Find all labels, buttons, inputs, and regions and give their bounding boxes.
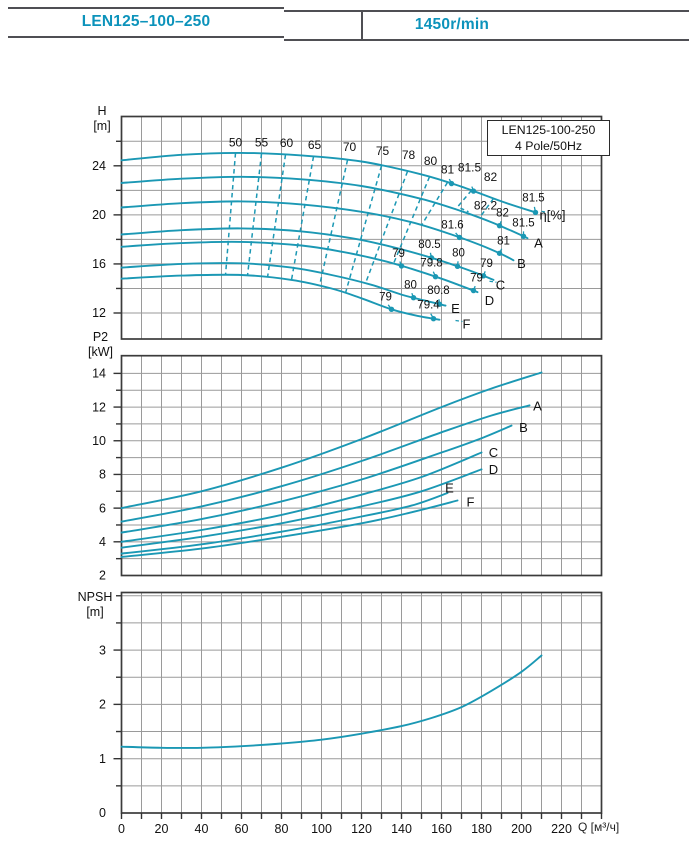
npsh-chart xyxy=(99,593,601,821)
x-tick-label: 0 xyxy=(118,822,125,836)
x-tick-label: 120 xyxy=(351,822,372,836)
y-tick-label: 12 xyxy=(92,400,106,415)
pump-speed: 1450r/min xyxy=(414,15,490,33)
efficiency-isoline-label: 70 xyxy=(342,139,357,154)
x-tick-label: 220 xyxy=(551,822,572,836)
efficiency-isoline-label: 82 xyxy=(483,169,498,184)
efficiency-isoline-label: 55 xyxy=(254,135,269,150)
efficiency-point-label: 79 xyxy=(480,257,493,270)
legend-model: LEN125-100-250 xyxy=(501,123,596,137)
efficiency-isoline-81.5 xyxy=(456,190,472,209)
head-axis-symbol: H xyxy=(97,104,107,118)
efficiency-point xyxy=(457,235,462,240)
efficiency-isoline-label: 65 xyxy=(307,137,322,152)
efficiency-isoline-65 xyxy=(292,157,314,280)
legend-box xyxy=(487,120,610,156)
efficiency-point-label: 79 xyxy=(470,272,483,285)
efficiency-isoline-label: 81 xyxy=(440,162,455,177)
efficiency-point xyxy=(433,274,438,279)
x-axis xyxy=(118,813,601,836)
efficiency-point-label: 79.4 xyxy=(417,299,440,312)
x-tick-label: 20 xyxy=(154,822,169,836)
efficiency-isoline-70 xyxy=(320,160,348,286)
curve-letter-E: E xyxy=(451,301,460,317)
curve-letter-D: D xyxy=(484,293,495,309)
efficiency-isoline-50 xyxy=(226,153,236,275)
curve-C xyxy=(122,228,494,280)
curve-letter-E: E xyxy=(445,480,454,496)
efficiency-point xyxy=(411,295,416,300)
curve-letter-A: A xyxy=(533,398,542,414)
x-tick-label: 180 xyxy=(471,822,492,836)
efficiency-point xyxy=(389,307,394,312)
curve-letter-B: B xyxy=(517,255,526,271)
bep-label: 82.2 xyxy=(473,198,498,213)
efficiency-point-label: 81.5 xyxy=(512,217,535,230)
x-tick-label: 200 xyxy=(511,822,532,836)
efficiency-point xyxy=(497,251,502,256)
efficiency-point xyxy=(533,210,538,215)
efficiency-isoline-label: 75 xyxy=(375,144,390,159)
efficiency-point xyxy=(471,188,476,193)
x-tick-label: 100 xyxy=(311,822,332,836)
y-tick-label: 0 xyxy=(99,806,106,821)
power-axis-symbol: P2 xyxy=(92,330,109,344)
efficiency-point xyxy=(431,316,436,321)
y-tick-label: 16 xyxy=(92,257,106,272)
efficiency-point xyxy=(455,264,460,269)
y-tick-label: 1 xyxy=(99,751,106,766)
power-chart xyxy=(92,356,601,583)
y-tick-label: 3 xyxy=(99,643,106,658)
y-tick-label: 24 xyxy=(92,159,106,174)
y-tick-label: 20 xyxy=(92,208,106,223)
efficiency-point-label: 80.8 xyxy=(427,285,450,298)
efficiency-point xyxy=(497,223,502,228)
curve-letter-F: F xyxy=(462,316,471,332)
y-tick-label: 2 xyxy=(99,568,106,583)
head-axis-unit: [m] xyxy=(93,119,111,133)
flow-axis-title: Q [м³/ч] xyxy=(578,820,620,834)
efficiency-point-label: 79.8 xyxy=(420,257,443,270)
efficiency-isoline-60 xyxy=(268,155,286,278)
efficiency-point xyxy=(521,234,526,239)
curve-top xyxy=(122,656,542,748)
curve-letter-D: D xyxy=(488,461,499,477)
curve-letter-η[%]: η[%] xyxy=(539,207,566,223)
head-axis-title xyxy=(76,104,128,134)
power-axis-unit: [kW] xyxy=(88,345,113,359)
curve-letter-F: F xyxy=(466,494,475,510)
x-tick-label: 40 xyxy=(194,822,209,836)
efficiency-isoline-label: 81.5 xyxy=(457,160,482,175)
efficiency-point-label: 81.5 xyxy=(522,192,545,205)
efficiency-point-label: 79 xyxy=(379,291,392,304)
efficiency-point xyxy=(449,181,454,186)
power-axis-title xyxy=(74,330,127,360)
npsh-axis-symbol: NPSH xyxy=(77,590,113,604)
x-tick-label: 60 xyxy=(234,822,249,836)
x-tick-label: 140 xyxy=(391,822,412,836)
curve-letter-A: A xyxy=(534,235,543,251)
x-tick-label: 160 xyxy=(431,822,452,836)
efficiency-point-label: 80.5 xyxy=(418,238,441,251)
y-tick-label: 14 xyxy=(92,366,106,381)
y-tick-label: 4 xyxy=(99,535,106,550)
efficiency-point-label: 79 xyxy=(392,247,405,260)
y-tick-label: 12 xyxy=(92,306,106,321)
efficiency-point-label: 82 xyxy=(496,207,509,220)
curve-letter-C: C xyxy=(495,277,506,293)
efficiency-isoline-label: 78 xyxy=(401,147,416,162)
curve-E xyxy=(122,263,446,306)
y-tick-label: 6 xyxy=(99,501,106,516)
y-tick-label: 8 xyxy=(99,467,106,482)
efficiency-point-label: 80 xyxy=(404,279,417,292)
npsh-axis-unit: [m] xyxy=(86,605,104,619)
y-tick-label: 10 xyxy=(92,433,106,448)
curve-letter-C: C xyxy=(488,445,499,461)
efficiency-point-label: 81 xyxy=(497,235,510,248)
efficiency-point-label: 81.6 xyxy=(441,219,464,232)
efficiency-point xyxy=(399,263,404,268)
y-tick-label: 2 xyxy=(99,697,106,712)
efficiency-isoline-label: 80 xyxy=(423,153,438,168)
efficiency-point-label: 80 xyxy=(452,247,465,260)
curve-letter-B: B xyxy=(519,419,528,435)
pump-model: LEN125–100–250 xyxy=(81,13,211,30)
efficiency-point xyxy=(471,288,476,293)
x-tick-label: 80 xyxy=(274,822,289,836)
efficiency-isoline-label: 50 xyxy=(228,135,243,150)
npsh-axis-title xyxy=(69,590,121,620)
legend-pole-freq: 4 Pole/50Hz xyxy=(515,138,582,153)
efficiency-isoline-label: 60 xyxy=(279,136,294,151)
